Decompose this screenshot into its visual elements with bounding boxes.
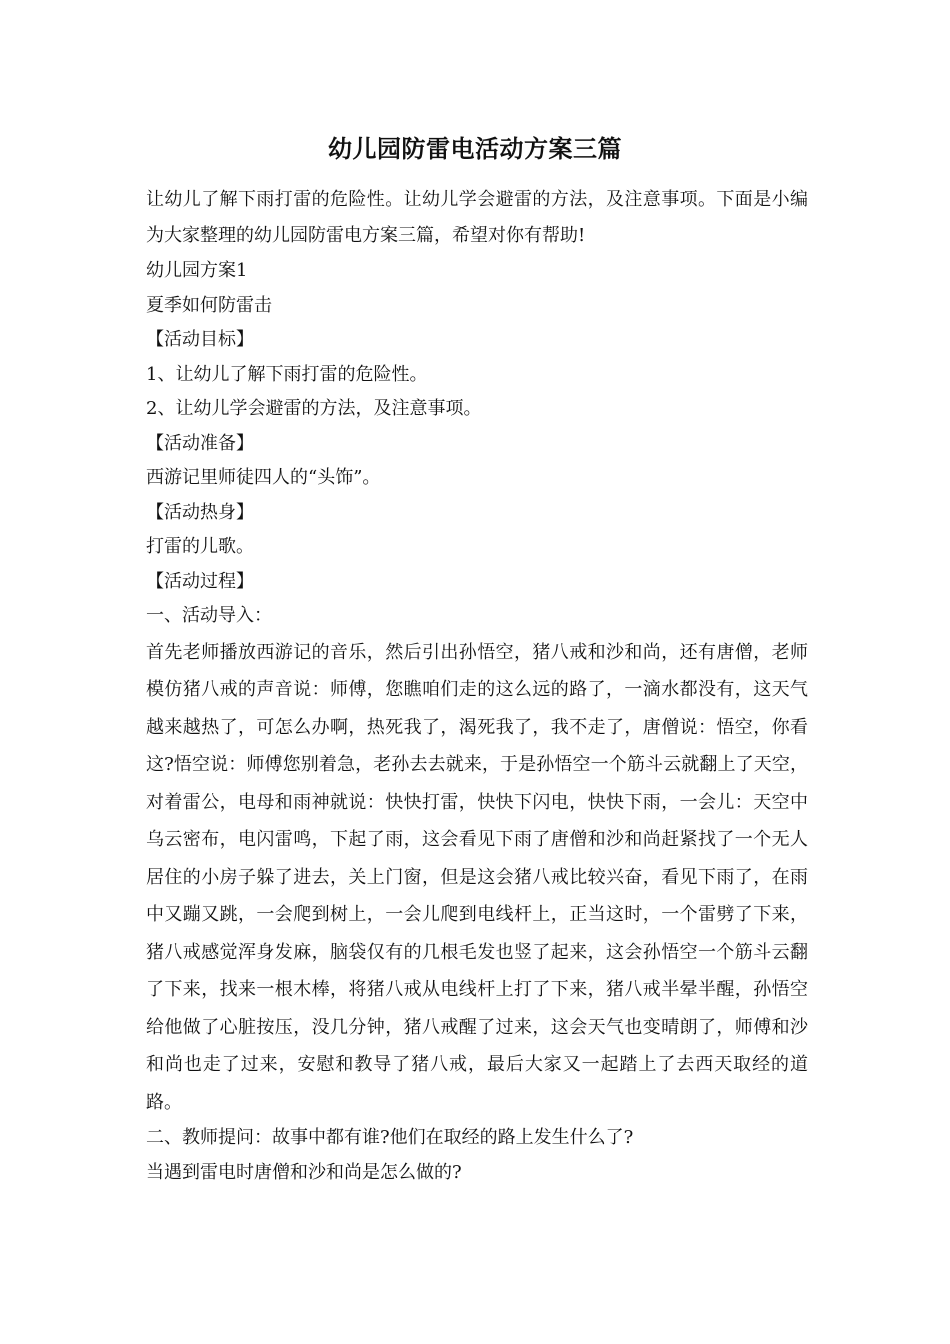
list-item: 1、让幼儿了解下雨打雷的危险性。	[146, 363, 428, 385]
document-body	[146, 182, 808, 1190]
question-line: 二、教师提问：故事中都有谁?他们在取经的路上发生什么了?	[146, 1127, 634, 1148]
text-line: 西游记里师徒四人的“头饰”。	[146, 467, 381, 488]
section-heading: 幼儿园方案1	[146, 260, 248, 281]
document-title: 幼儿园防雷电活动方案三篇	[328, 134, 622, 163]
text-line: 打雷的儿歌。	[146, 536, 254, 557]
text-line: 一、活动导入：	[146, 605, 272, 626]
question-line: 当遇到雷电时唐僧和沙和尚是怎么做的?	[146, 1161, 462, 1183]
list-item: 2、让幼儿学会避雷的方法，及注意事项。	[146, 398, 482, 419]
subtitle-line: 夏季如何防雷击	[146, 294, 272, 316]
section-heading: 【活动目标】	[146, 329, 254, 350]
intro-paragraph: 让幼儿了解下雨打雷的危险性。让幼儿学会避雷的方法，及注意事项。下面是小编为大家整理的幼儿园防雷电方案三篇，希望对你有帮助!	[146, 189, 808, 246]
section-heading: 【活动过程】	[146, 570, 254, 592]
section-heading: 【活动准备】	[146, 432, 254, 454]
story-paragraph: 首先老师播放西游记的音乐，然后引出孙悟空，猪八戒和沙和尚，还有唐僧，老师模仿猪八戒的声音说：师傅，您瞧咱们走的这么远的路了，一滴水都没有，这天气越来越热了，可怎么办啊，热死我了，渴死我了，我不走了，唐僧说：悟空，你看这?悟空说：师傅您别着急，老孙去去就来，于是孙悟空一个筋斗云就翻上了天空，对着雷公，电母和雨神就说：快快打雷，快快下闪电，快快下雨，一会儿：天空中乌云密布，电闪雷鸣，下起了雨，这会看见下雨了唐僧和沙和尚赶紧找了一个无人居住的小房子躲了进去，关上门窗，但是这会猪八戒比较兴奋，看见下雨了，在雨中又蹦又跳，一会爬到树上，一会儿爬到电线杆上，正当这时，一个雷劈了下来，猪八戒感觉浑身发麻，脑袋仅有的几根毛发也竖了起来，这会孙悟空一个筋斗云翻了下来，找来一根木棒，将猪八戒从电线杆上打了下来，猪八戒半晕半醒，孙悟空给他做了心脏按压，没几分钟，猪八戒醒了过来，这会天气也变晴朗了，师傅和沙和尚也走了过来，安慰和教导了猪八戒，最后大家又一起踏上了去西天取经的道路。	[146, 641, 808, 1113]
section-heading: 【活动热身】	[146, 501, 254, 523]
